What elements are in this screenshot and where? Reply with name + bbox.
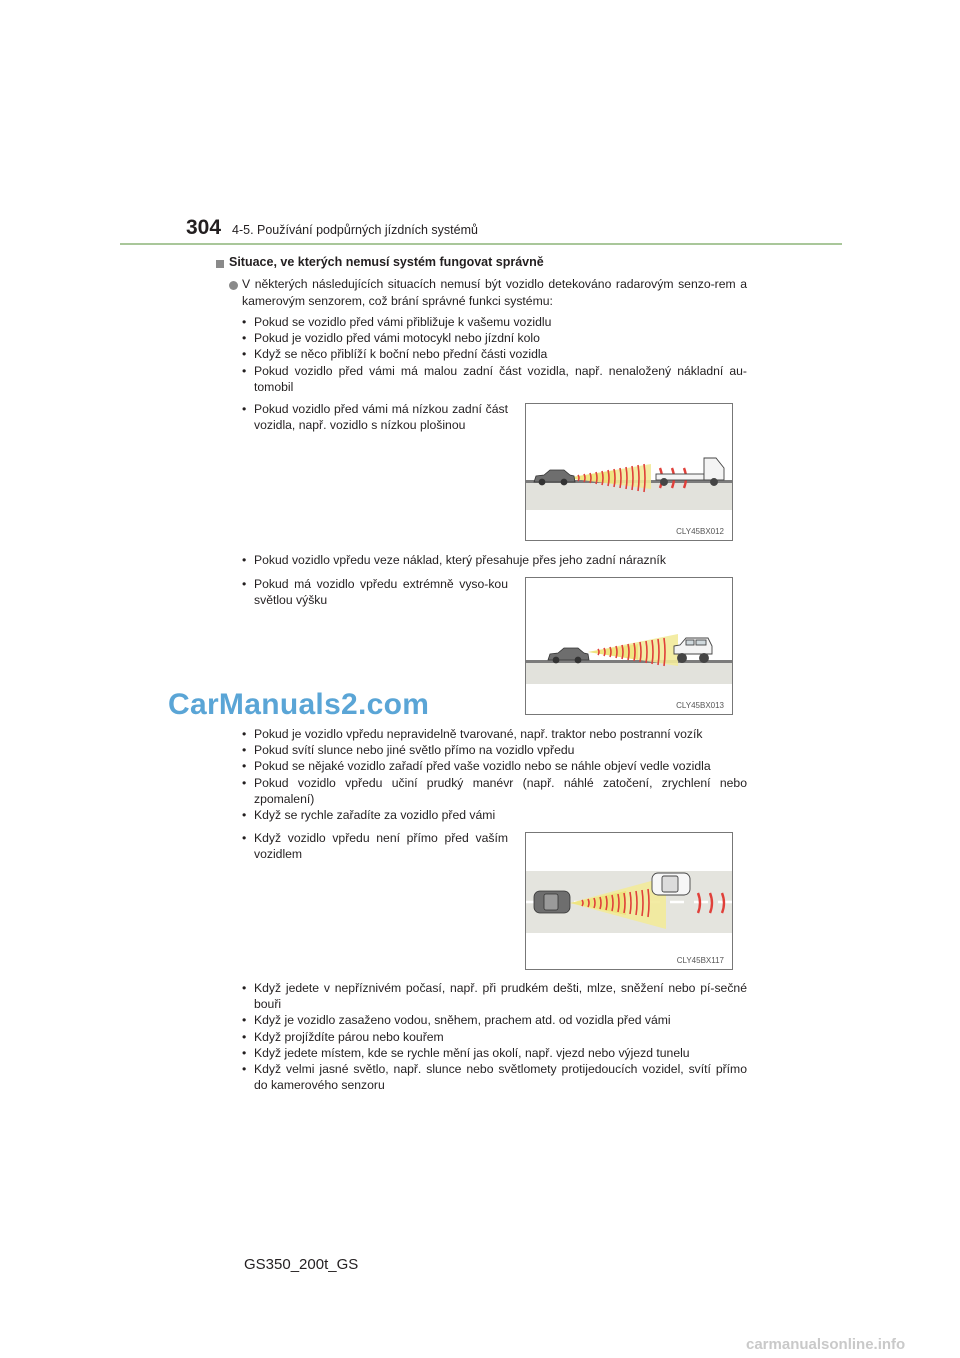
list-item: • Pokud vozidlo před vámi má malou zadní část vozidla, např. nenaložený nákladní au-tomobil [242,363,747,395]
figure-2-high-clearance [525,577,733,715]
figure-code: CLY45BX117 [676,956,724,965]
intro-paragraph: V některých následujících situacích nemusí být vozidlo detekováno radarovým senzo-rem a kamerovým senzorem, což brání správné funkci systému: [242,277,747,308]
list-item: • Pokud vozidlo vpředu veze náklad, který přesahuje přes jeho zadní nárazník [242,552,747,568]
figure-3-illustration [526,833,732,969]
list-item: • Když jedete místem, kde se rychle mění jas okolí, např. vjezd nebo výjezd tunelu [242,1045,747,1061]
condition-list-1 [242,314,747,395]
list-item: • Pokud vozidlo před vámi má nízkou zadní část vozidla, např. vozidlo s nízkou plošinou [242,401,508,433]
footer-site-watermark: carmanualsonline.info [746,1336,906,1353]
section-title: 4-5. Používání podpůrných jízdních systémů [232,223,478,237]
heading-square-icon [216,260,224,268]
list-item: • Pokud se nějaké vozidlo zařadí před vaše vozidlo nebo se náhle objeví vedle vozidla [242,758,747,774]
list-item: • Pokud svítí slunce nebo jiné světlo přímo na vozidlo vpředu [242,742,747,758]
list-item: • Když je vozidlo zasaženo vodou, sněhem, prachem atd. od vozidla před vámi [242,1012,747,1028]
list-item: • Pokud vozidlo vpředu učiní prudký manévr (např. náhlé zatočení, zrychlení nebo zpomalení) [242,775,747,807]
figure-code: CLY45BX012 [676,527,724,536]
page-number: 304 [186,216,222,239]
bullet-dot-icon [229,281,238,290]
figure-3-caption [242,830,508,862]
list-item: • Když se něco přiblíží k boční nebo přední části vozidla [242,346,747,362]
list-item: • Pokud je vozidlo vpředu nepravidelně tvarované, např. traktor nebo postranní vozík [242,726,747,742]
list-item: • Pokud se vozidlo před vámi přibližuje k vašemu vozidlu [242,314,747,330]
condition-list-between [242,552,747,568]
figure-1-illustration [526,404,732,540]
figure-3-offset-vehicle [525,832,733,970]
condition-list-3 [242,980,747,1093]
figure-2-illustration [526,578,732,714]
list-item: • Pokud má vozidlo vpředu extrémně vyso-kou světlou výšku [242,576,508,608]
list-item: • Pokud je vozidlo před vámi motocykl nebo jízdní kolo [242,330,747,346]
figure-1-low-platform [525,403,733,541]
condition-list-2 [242,726,747,823]
list-item: • Když se rychle zařadíte za vozidlo před vámi [242,807,747,823]
header-rule [120,243,842,245]
figure-1-caption [242,401,508,433]
figure-code: CLY45BX013 [676,701,724,710]
list-item: • Když velmi jasné světlo, např. slunce nebo světlomety protijedoucích vozidel, svítí přímo do kamerového senzoru [242,1061,747,1093]
front-car-top [652,873,690,895]
list-item: • Když vozidlo vpředu není přímo před vaším vozidlem [242,830,508,862]
watermark: CarManuals2.com [168,688,430,721]
host-car-top [534,891,570,913]
section-heading: Situace, ve kterých nemusí systém fungovat správně [229,255,544,269]
list-item: • Když projíždíte párou nebo kouřem [242,1029,747,1045]
figure-2-caption [242,576,508,608]
list-item: • Když jedete v nepříznivém počasí, např. při prudkém dešti, mlze, sněžení nebo pí-sečné bouři [242,980,747,1012]
footer-model-code: GS350_200t_GS [244,1256,359,1273]
